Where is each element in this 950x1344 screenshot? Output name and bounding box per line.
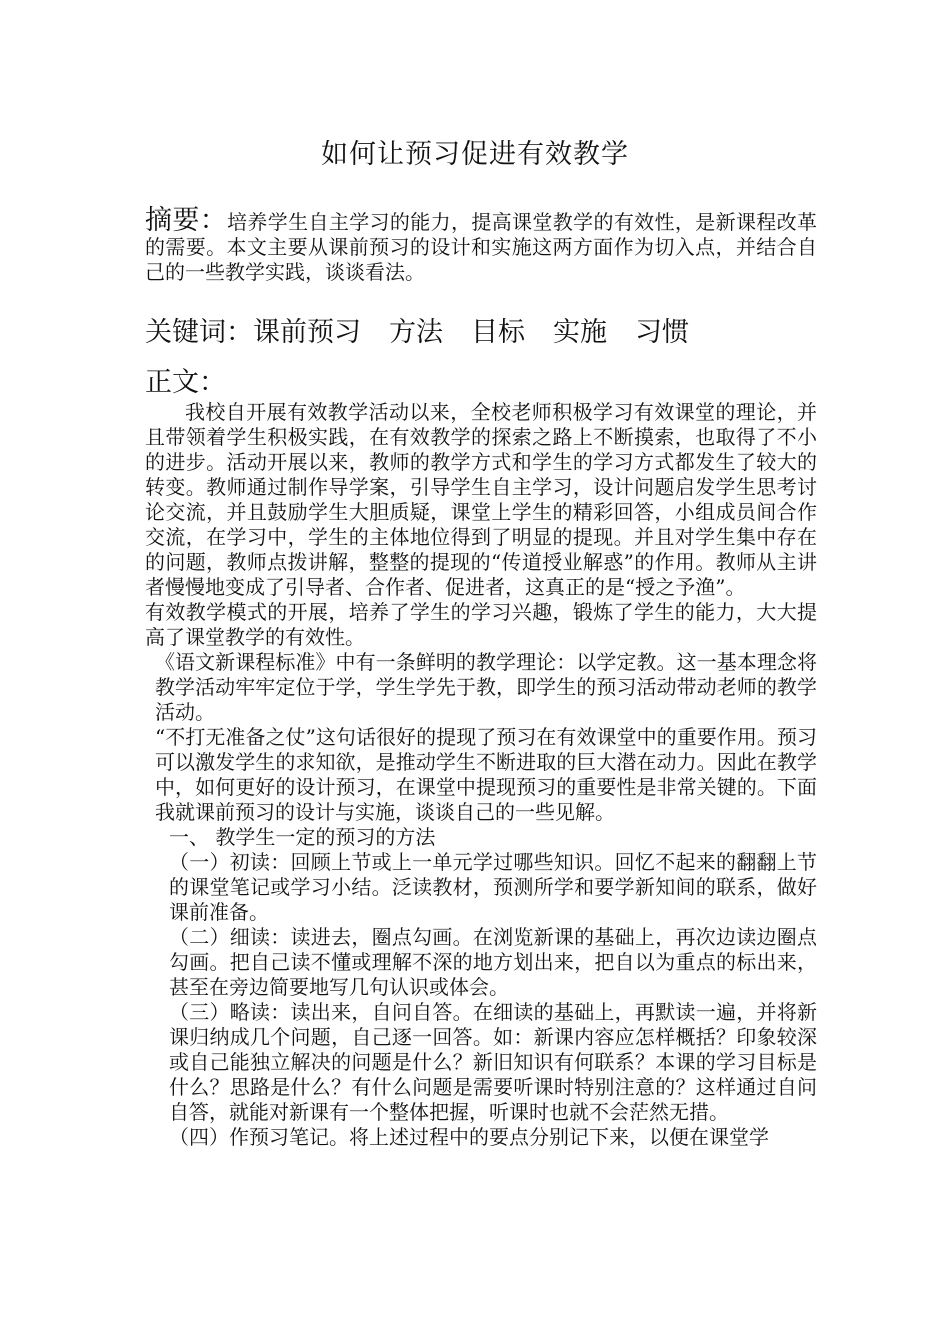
paragraph: 有效教学模式的开展，培养了学生的学习兴趣，锻炼了学生的能力，大大提高了课堂教学的有效性。	[145, 600, 817, 649]
list-item: （四）作预习笔记。将上述过程中的要点分别记下来，以便在课堂学	[169, 1125, 769, 1149]
list-item: （二）细读：读进去，圈点勾画。在浏览新课的基础上，再次边读边圈点勾画。把自己读不懂或理解不深的地方划出来，把自以为重点的标出来，甚至在旁边简要地写几句认识或体会。	[169, 925, 817, 999]
abstract-text: 培养学生自主学习的能力，提高课堂教学的有效性，是新课程改革的需要。本文主要从课前预习的设计和实施这两方面作为切入点，并结合自己的一些教学实践，谈谈看法。	[145, 210, 818, 284]
paragraph: “不打无准备之仗”这句话很好的提现了预习在有效课堂中的重要作用。预习可以激发学生的求知欲，是推动学生不断进取的巨大潜在动力。因此在教学中，如何更好的设计预习，在课堂中提现预习的重要性是非常关键的。下面我就课前预习的设计与实施，谈谈自己的一些见解。	[155, 725, 817, 824]
page-title: 如何让预习促进有效教学	[321, 139, 629, 170]
abstract	[145, 205, 818, 285]
keyword-1: 课前预习	[253, 317, 361, 348]
keyword-5: 习惯	[635, 317, 689, 348]
list-item: （三）略读：读出来，自问自答。在细读的基础上，再默读一遍，并将新课归纳成几个问题，自己逐一回答。如：新课内容应怎样概括？印象较深或自己能独立解决的问题是什么？新旧知识有何联系？本课的学习目标是什么？思路是什么？有什么问题是需要听课时特别注意的？这样通过自问自答，就能对新课有一个整体把握，听课时也就不会茫然无措。	[169, 1000, 817, 1124]
section-heading: 一、 教学生一定的预习的方法	[169, 825, 436, 849]
body-label: 正文：	[145, 367, 226, 398]
body-text	[145, 400, 817, 1150]
list-item: （一）初读：回顾上节或上一单元学过哪些知识。回忆不起来的翻翻上节的课堂笔记或学习小结。泛读教材，预测所学和要学新知间的联系，做好课前准备。	[169, 850, 817, 924]
paragraph: 《语文新课程标准》中有一条鲜明的教学理论：以学定教。这一基本理念将教学活动牢牢定位于学，学生学先于教，即学生的预习活动带动老师的教学活动。	[155, 650, 817, 724]
keyword-2: 方法	[389, 317, 443, 348]
keyword-3: 目标	[471, 317, 525, 348]
keywords-label: 关键词：	[145, 317, 253, 348]
paragraph: 我校自开展有效教学活动以来，全校老师积极学习有效课堂的理论，并且带领着学生积极实践，在有效教学的探索之路上不断摸索，也取得了不小的进步。活动开展以来，教师的教学方式和学生的学习方式都发生了较大的转变。教师通过制作导学案，引导学生自主学习，设计问题启发学生思考讨论交流，并且鼓励学生大胆质疑，课堂上学生的精彩回答，小组成员间合作交流，在学习中，学生的主体地位得到了明显的提现。并且对学生集中存在的问题，教师点拨讲解，整整的提现的“传道授业解惑”的作用。教师从主讲者慢慢地变成了引导者、合作者、促进者，这真正的是“授之予渔”。	[145, 400, 817, 599]
keywords	[145, 310, 717, 349]
abstract-label: 摘要：	[145, 205, 228, 236]
keyword-4: 实施	[553, 317, 607, 348]
